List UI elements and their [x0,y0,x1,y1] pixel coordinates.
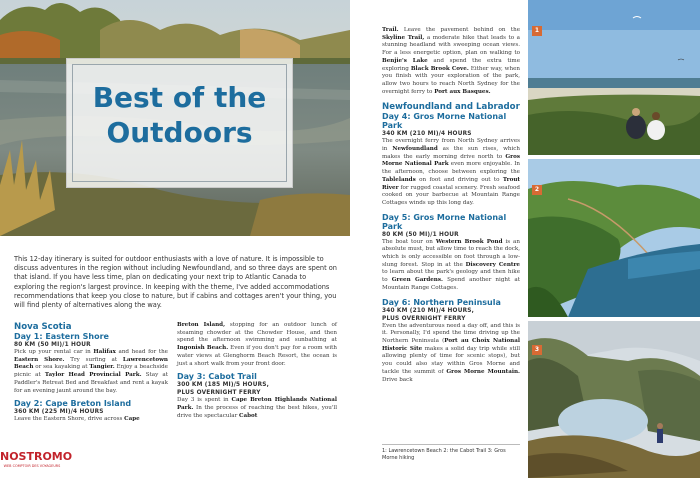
photo-number-1: 1 [532,26,542,36]
watermark-name: NOSTROMO [0,450,73,463]
column-1 [14,322,168,424]
day2-text: Leave the Eastern Shore, drive across Cape [14,416,140,423]
day6-distance-2: PLUS OVERNIGHT FERRY [382,315,466,322]
day2-title: Day 2: Cape Breton Island [14,399,132,409]
day4-distance: 340 KM (210 MI)/4 HOURS [382,131,472,138]
day1-title: Day 1: Eastern Shore [14,332,109,341]
day6-title: Day 6: Northern Peninsula [382,297,501,307]
day3-text: Day 3 is spent in Cape Breton Highlands National Park. In the process of reaching the best hikes, you'll drive the spectacular Cabot [177,397,338,419]
intro-paragraph: This 12-day itinerary is suited for outdoor enthusiasts with a love of nature. It is impossible to discuss adventures in the region without including Newfoundland, and so three days are spent on that island. If you have less time, plan on dedicating your next trip to Atlantic Canada to exploring the region's largest province. In keeping with the theme, I've added accommodations recommendations that keep you close to nature, but if cabins and cottages aren't your thing, you will find plenty of alternatives along the way. [14,255,337,310]
photo-gros-morne-hiking [528,321,700,478]
day4-text: The overnight ferry from North Sydney arrives in Newfoundland as the sun rises, which makes the early morning drive north to Gros Morne National Park even more enjoyable. In the afternoon, choose between exploring the Tablelands on foot and driving out to Trout River for rugged coastal scenery. Fresh seafood cooked on your barbecue at Mountain Range Cottages winds up this long day. [382,138,521,206]
title-line-2: Outdoors [106,116,253,149]
page-title [66,80,293,150]
day5-text: The boat tour on Western Brook Pond is an absolute must, but allow time to reach the dock, which is only accessible on foot through a low-slung forest. Stop in at the Discovery Centre to learn about the park's geology and then hike to Green Gardens. Spend another night at Mountain Range Cottages. [382,238,520,291]
day3-distance: 300 KM (185 MI)/5 HOURS, [177,382,270,389]
region-nova-scotia: Nova Scotia [14,322,72,332]
day4-title: Day 4: Gros Morne National Park [382,112,507,131]
day3-distance-2: PLUS OVERNIGHT FERRY [177,390,261,397]
day6-distance: 340 KM (210 MI)/4 HOURS, [382,307,475,314]
watermark-logo [0,446,73,478]
day3-continued: Trail. Leave the pavement behind on the Skyline Trail, a moderate hike that leads to a stunning headland with sweeping ocean views. For a less energetic option, plan on walking to Benjie's Lake and spend the extra time exploring Black Brook Cove. Either way, when you finish with your exploration of the park, allow two hours to reach North Sydney for the overnight ferry to Port aux Basques. [382,27,521,95]
watermark-tagline: WEB COMPTOIR DES VOYAGEURS [3,464,61,468]
photo-cabot-trail [528,159,700,317]
photo-number-3: 3 [532,345,542,355]
column-2 [177,322,337,420]
column-3 [382,27,520,384]
title-line-1: Best of the [92,81,267,114]
day1-text: Pick up your rental car in Halifax and head for the Eastern Shore. Try surfing at Lawrencetown Beach or sea kayaking at Tangier. Enjoy a beachside picnic at Taylor Head Provincial Park. Stay at Paddler's Retreat Bed and Breakfast and rent a kayak for an evening jaunt around the bay. [14,349,168,394]
region-newfoundland: Newfoundland and Labrador [382,102,520,113]
photo-lawrencetown-beach [528,0,700,155]
day3-title: Day 3: Cabot Trail [177,372,257,382]
day5-title: Day 5: Gros Morne National Park [382,212,507,231]
photo-number-2: 2 [532,185,542,195]
day2-distance: 360 KM (225 MI)/4 HOURS [14,409,104,416]
day6-text: Even the adventurous need a day off, and this is it. Personally, I'd spend the time driving up the Northern Peninsula (Port au Choix National Historic Site makes a solid day trip while still allowing plenty of time for scenic stops), but you could also stay within Gros Morne and tackle the summit of Gros Morne Mountain. Drive back [382,322,520,383]
day2-continued: Breton Island, stopping for an outdoor lunch of steaming chowder at the Chowder House, and then spend the afternoon swimming and sunbathing at Ingonish Beach. Even if you don't pay for a room with water views at Glenghorm Beach Resort, the ocean is just a short walk from your front door. [177,322,337,367]
day1-distance: 80 KM (50 MI)/1 HOUR [14,342,91,348]
photo-caption: 1: Lawrencetown Beach 2: the Cabot Trail 3: Gros Morne hiking [382,444,520,462]
day5-distance: 80 KM (50 MI)/1 HOUR [382,231,459,238]
